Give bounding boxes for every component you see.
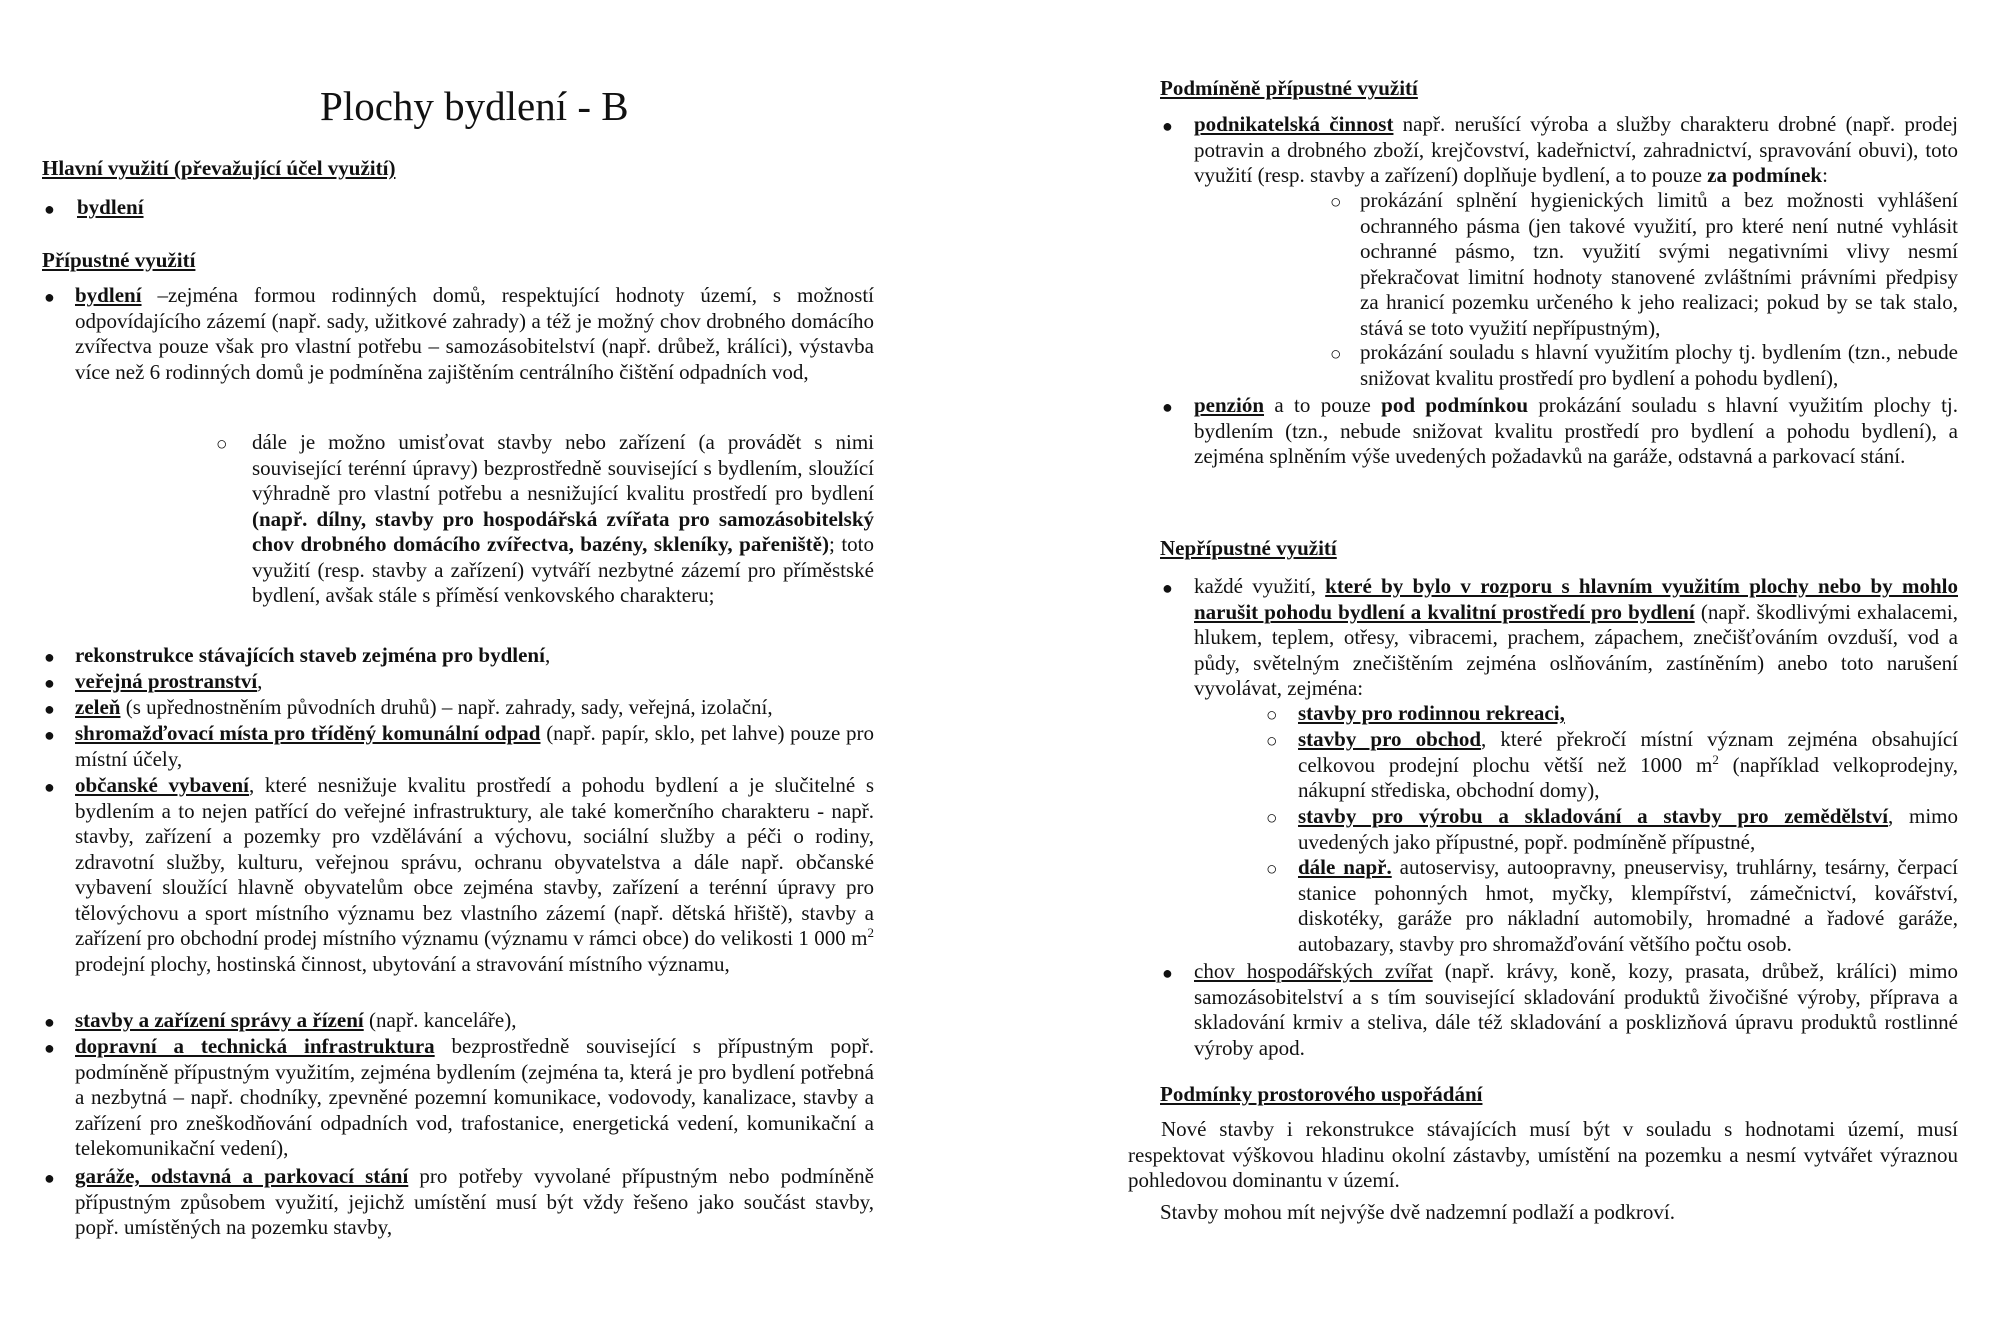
pension-text-tail: prokázání souladu s hlavní využitím plochy tj. bydlením (tzn., nebude snižovat kvalitu prostředí pro bydlení a pohodu bydlení), a zejména splněním výše uvedených požadavků na garáže, odstavná a parkovací stání. [1194, 393, 1958, 468]
business-term: podnikatelská činnost [1194, 112, 1394, 136]
garages-text: pro potřeby vyvolané přípustným nebo podmíněně přípustným způsobem využití, jejichž umístění musí být vždy řešeno jako součást stavby, popř. umístěných na pozemku stavby, [75, 1164, 874, 1239]
infrastructure-term: dopravní a technická infrastruktura [75, 1034, 435, 1058]
commerce-text: , které překročí místní význam zejména obsahující celkovou prodejní plochu větší než 1000 m [1298, 727, 1959, 777]
ancillary-text: dále je možno umisťovat stavby nebo zařízení (a provádět s nimi související terénní úpravy) bezprostředně související s bydlením, sloužící výhradně pro vlastní potřebu a nesnižující kvalitu prostředí pro bydlení [252, 430, 874, 505]
greenery-text: (s upřednostněním původních druhů) – např. zahrady, sady, veřejná, izolační, [120, 695, 773, 719]
circle-bullet-icon: ○ [216, 434, 228, 455]
production-term: stavby pro výrobu a skladování a stavby pro zemědělství [1298, 804, 1889, 828]
livestock-term: chov hospodářských zvířat [1194, 959, 1433, 983]
prohibited-subitem-commerce [1298, 727, 1958, 804]
permitted-item-housing [75, 283, 874, 385]
business-conditions: za podmínek [1707, 163, 1823, 187]
bullet-icon: ● [1162, 963, 1173, 983]
waste-text: (např. papír, sklo, pet lahve) pouze pro místní účely, [75, 721, 874, 771]
bullet-icon: ● [44, 647, 55, 667]
other-term: dále např. [1298, 855, 1392, 879]
spatial-paragraph-1: Nové stavby i rekonstrukce stávajících musí být v souladu s hodnotami území, musí respektovat výškovou hladinu okolní zástavby, umístění na pozemku a nesmí vytvářet výraznou pohledovou dominantu v území. [1128, 1117, 1958, 1192]
bullet-icon: ● [44, 777, 55, 797]
public-space-term: veřejná prostranství [75, 669, 258, 693]
prohibited-condition: které by bylo v rozporu s hlavním využitím plochy nebo by mohlo narušit pohodu bydlení a kvalitní prostředí pro bydlení [1194, 574, 1958, 624]
livestock-text: (např. krávy, koně, kozy, prasata, drůbež, králíci) mimo samozásobitelství a s tím související skladování produktů živočišné výroby, příprava a skladování krmiv a steliva, dále též skladování a posklizňová úpravu produktů rostlinné výroby apod. [1194, 959, 1958, 1060]
bullet-icon: ● [44, 699, 55, 719]
permitted-item-garages [75, 1164, 874, 1241]
pension-condition: pod podmínkou [1381, 393, 1529, 417]
ancillary-text-tail: ; toto využití (resp. stavby a zařízení) vytváří nezbytné zázemí pro příměstské bydlení, avšak stále s příměsí venkovského charakteru; [252, 532, 874, 607]
prohibited-text-tail: (např. škodlivými exhalacemi, hlukem, teplem, otřesy, vibracemi, prachem, zápachem, znečišťováním ovzduší, vod a půdy, světelným znečištěním zejména oslňováním, zastíněním) anebo toto narušení vyvolávat, zejména: [1194, 599, 1958, 700]
circle-bullet-icon: ○ [1266, 705, 1278, 726]
prohibited-item-any [1194, 574, 1958, 702]
prohibited-subitem-recreation [1298, 701, 1958, 727]
civic-term: občanské vybavení [75, 773, 250, 797]
permitted-heading: Přípustné využití [42, 248, 196, 272]
administration-text: (např. kanceláře), [363, 1008, 517, 1032]
permitted-item-administration [75, 1008, 874, 1034]
permitted-item-infrastructure [75, 1034, 874, 1162]
reconstruction-tail: , [544, 643, 551, 667]
permitted-subitem-ancillary [252, 430, 874, 609]
bullet-icon: ● [44, 1012, 55, 1032]
recreation-term: stavby pro rodinnou rekreaci, [1298, 701, 1565, 725]
civic-text: , které nesnižuje kvalitu prostředí a pohodu bydlení a je slučitelné s bydlením a to nejen patřící do veřejné infrastruktury, ale také komerčního charakteru - např. stavby, zařízení a pozemky pro vzdělávání a výchovu, sociální služby a péči o rodiny, zdravotní služby, kulturu, veřejnou správu, ochranu obyvatelstva a dále např. občanské vybavení sloužící hlavně obyvatelům obce zejména stavby, zařízení a terénní úpravy pro tělovýchovu a sport místního významu bez vlastního zázemí (např. dětská hřiště), stavby a zařízení pro obchodní prodej místního významu (významu v rámci obce) do velikosti 1 000 m [75, 773, 874, 950]
page-title: Plochy bydlení - B [320, 83, 629, 129]
permitted-item-waste [75, 721, 874, 772]
main-use-heading: Hlavní využití (převažující účel využití) [42, 156, 396, 180]
pension-term: penzión [1194, 393, 1265, 417]
bullet-icon: ● [44, 199, 55, 219]
pension-text: a to pouze [1264, 393, 1382, 417]
conditional-subitem-compliance: prokázání souladu s hlavní využitím plochy tj. bydlením (tzn., nebude snižovat kvalitu prostředí pro bydlení a pohodu bydlení), [1360, 340, 1958, 390]
production-text: , mimo uvedených jako přípustné, popř. podmíněně přípustné, [1298, 804, 1958, 854]
reconstruction-term: rekonstrukce stávajících staveb zejména pro bydlení [75, 643, 545, 667]
main-use-item [77, 195, 477, 221]
permitted-item-greenery [75, 695, 874, 721]
commerce-text-tail: (například velkoprodejny, nákupní střediska, obchodní domy), [1298, 752, 1958, 802]
bullet-icon: ● [1162, 116, 1173, 136]
main-use-term: bydlení [77, 195, 144, 219]
bullet-icon: ● [44, 1038, 55, 1058]
spatial-heading: Podmínky prostorového uspořádání [1160, 1082, 1483, 1106]
greenery-term: zeleň [75, 695, 121, 719]
bullet-icon: ● [44, 673, 55, 693]
conditional-heading: Podmíněně přípustné využití [1160, 76, 1418, 100]
circle-bullet-icon: ○ [1266, 808, 1278, 829]
other-text: autoservisy, autoopravny, pneuservisy, truhlárny, tesárny, čerpací stanice pohonných hmot, myčky, klempířství, zámečnictví, kovářství, diskotéky, garáže pro nákladní automobily, hromadné a řadové garáže, autobazary, stavby pro shromažďování většího počtu osob. [1298, 855, 1959, 956]
conditional-item-pension [1194, 393, 1958, 470]
prohibited-subitem-other [1298, 855, 1958, 957]
prohibited-subitem-production [1298, 804, 1958, 855]
conditional-item-business [1194, 112, 1958, 189]
circle-bullet-icon: ○ [1330, 344, 1342, 365]
permitted-item-civic [75, 773, 874, 977]
business-tail: : [1822, 163, 1828, 187]
commerce-sup: 2 [1712, 751, 1719, 767]
spatial-paragraph-2: Stavby mohou mít nejvýše dvě nadzemní podlaží a podkroví. [1160, 1200, 1675, 1224]
bullet-icon: ● [1162, 578, 1173, 598]
circle-bullet-icon: ○ [1330, 192, 1342, 213]
public-space-tail: , [257, 669, 263, 693]
permitted-item-public-space [75, 669, 874, 695]
prohibited-text: každé využití, [1194, 574, 1326, 598]
infrastructure-text: bezprostředně související s přípustným popř. podmíněně přípustným využitím, zejména bydlením (zejména ta, která je pro bydlení potřebná a nezbytná – např. chodníky, zpevněné pozemní komunikace, vodovody, kanalizace, stavby a zařízení pro zneškodňování odpadních vod, trafostanice, energetická vedení, komunikační a telekomunikační vedení), [75, 1034, 874, 1160]
commerce-term: stavby pro obchod [1298, 727, 1482, 751]
circle-bullet-icon: ○ [1266, 731, 1278, 752]
conditional-subitem-hygiene: prokázání splnění hygienických limitů a bez možnosti vyhlášení ochranného pásma (jen takové využití, pro které není nutné vyhlásit ochranné pásmo, tzn. využití svými negativními vlivy nesmí překračovat limitní hodnoty stanovené zvláštními právními předpisy za hranicí pozemku určeného k jeho realizaci; pokud by se tak stalo, stává se toto využití nepřípustným), [1360, 188, 1958, 340]
civic-sup: 2 [867, 925, 874, 940]
garages-term: garáže, odstavná a parkovací stání [75, 1164, 409, 1188]
permitted-item-reconstruction [75, 643, 874, 669]
housing-term: bydlení [75, 283, 142, 307]
bullet-icon: ● [1162, 397, 1173, 417]
business-text: např. nerušící výroba a služby charakteru drobné (např. prodej potravin a drobného zboží, krejčovství, kadeřnictví, zahradnictví, spravování obuvi), toto využití (resp. stavby a zařízení) doplňuje bydlení, a to pouze [1194, 112, 1958, 187]
prohibited-item-livestock [1194, 959, 1958, 1061]
administration-term: stavby a zařízení správy a řízení [75, 1008, 364, 1032]
circle-bullet-icon: ○ [1266, 859, 1278, 880]
ancillary-examples: (např. dílny, stavby pro hospodářská zvířata pro samozásobitelský chov drobného domácího zvířectva, bazény, skleníky, pařeniště) [252, 506, 874, 556]
bullet-icon: ● [44, 1168, 55, 1188]
prohibited-heading: Nepřípustné využití [1160, 536, 1337, 560]
bullet-icon: ● [44, 725, 55, 745]
housing-text: –zejména formou rodinných domů, respektující hodnoty území, s možností odpovídajícího zázemí (např. sady, užitkové zahrady) a též je možný chov drobného domácího zvířectva pouze však pro vlastní potřebu – samozásobitelství (např. drůbež, králíci), výstavba více než 6 rodinných domů je podmíněna zajištěním centrálního čištění odpadních vod, [75, 283, 874, 384]
waste-term: shromažďovací místa pro tříděný komunální odpad [75, 721, 541, 745]
bullet-icon: ● [44, 287, 55, 307]
civic-text-tail: prodejní plochy, hostinská činnost, ubytování a stravování místního významu, [75, 951, 730, 976]
